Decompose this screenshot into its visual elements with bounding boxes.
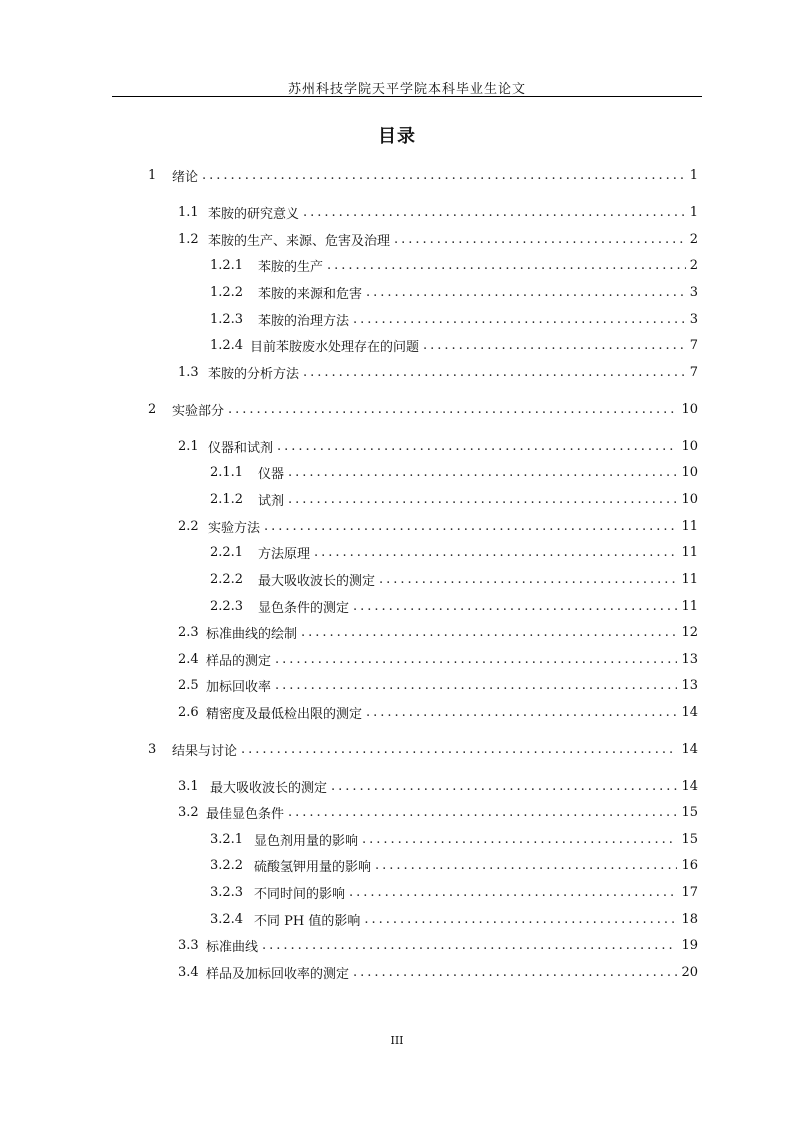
toc-leader-dots [275, 652, 677, 667]
toc-entry-number: 1.2.2 [210, 284, 244, 300]
toc-entry-page: 10 [681, 464, 698, 480]
toc-entry-page: 2 [689, 257, 698, 273]
toc-entry-number: 2.1.2 [210, 491, 244, 507]
toc-leader-dots [353, 599, 677, 614]
toc-entry-text: 最大吸收波长的测定 [258, 573, 376, 589]
toc-entry[interactable] [210, 539, 698, 565]
toc-entry-number: 2.2 [178, 518, 199, 534]
toc-leader-dots [262, 938, 677, 953]
toc-entry-page: 10 [681, 438, 698, 454]
toc-entry-text: 方法原理 [258, 546, 311, 562]
toc-entry-text: 最佳显色条件 [206, 806, 285, 822]
toc-entry-number: 3.2 [178, 804, 199, 820]
toc-entry-page: 10 [681, 491, 698, 507]
toc-entry[interactable] [210, 459, 698, 485]
toc-entry[interactable] [178, 699, 698, 725]
toc-leader-dots [228, 402, 677, 417]
toc-entry-number: 3.2.2 [210, 857, 244, 873]
toc-entry-number: 2.3 [178, 624, 199, 640]
toc-entry[interactable] [178, 799, 698, 825]
toc-entry-text: 苯胺的治理方法 [258, 313, 350, 329]
toc-entry-page: 1 [689, 204, 698, 220]
toc-entry-text: 显色条件的测定 [258, 600, 350, 616]
toc-entry[interactable] [178, 959, 698, 985]
toc-entry-number: 3.4 [178, 964, 199, 980]
toc-entry[interactable] [178, 672, 698, 698]
toc-leader-dots [288, 492, 677, 507]
toc-entry-page: 14 [681, 778, 698, 794]
toc-entry-page: 11 [681, 571, 698, 587]
toc-entry-text: 样品的测定 [206, 653, 272, 669]
toc-entry-page: 2 [689, 231, 698, 247]
toc-entry-page: 3 [689, 311, 698, 327]
toc-leader-dots [349, 885, 677, 900]
toc-entry[interactable] [148, 396, 698, 422]
toc-leader-dots [364, 912, 677, 927]
toc-entry[interactable] [210, 566, 698, 592]
toc-entry-text: 加标回收率 [206, 679, 272, 695]
toc-leader-dots [375, 858, 677, 873]
toc-leader-dots [288, 805, 677, 820]
toc-leader-dots [288, 465, 677, 480]
toc-entry[interactable] [210, 852, 698, 878]
toc-entry-text: 目前苯胺废水处理存在的问题 [250, 339, 420, 355]
toc-entry[interactable] [178, 359, 698, 385]
toc-entry[interactable] [178, 226, 698, 252]
toc-entry-number: 2.2.1 [210, 544, 244, 560]
toc-leader-dots [202, 168, 686, 183]
toc-entry-page: 11 [681, 544, 698, 560]
toc-entry-text: 苯胺的研究意义 [208, 206, 300, 222]
toc-entry-number: 1.2.1 [210, 257, 244, 273]
toc-entry-text: 标准曲线 [206, 939, 259, 955]
toc-entry[interactable] [178, 773, 698, 799]
toc-leader-dots [353, 965, 677, 980]
toc-entry-page: 1 [689, 167, 698, 183]
toc-entry[interactable] [210, 486, 698, 512]
toc-entry-text: 苯胺的分析方法 [208, 366, 300, 382]
toc-entry[interactable] [178, 199, 698, 225]
toc-entry-text: 仪器和试剂 [208, 440, 274, 456]
toc-entry-page: 17 [681, 884, 698, 900]
toc-entry-text: 试剂 [258, 493, 285, 509]
toc-entry-text: 苯胺的来源和危害 [258, 286, 363, 302]
toc-entry-number: 2.6 [178, 704, 199, 720]
toc-entry-number: 1 [148, 167, 157, 183]
toc-entry-page: 14 [681, 704, 698, 720]
toc-entry-text: 结果与讨论 [172, 743, 238, 759]
toc-entry-text: 最大吸收波长的测定 [210, 780, 328, 796]
toc-entry-number: 3.2.1 [210, 831, 244, 847]
toc-entry-page: 20 [681, 964, 698, 980]
toc-entry-number: 2.2.3 [210, 598, 244, 614]
toc-entry-page: 19 [681, 937, 698, 953]
toc-entry-page: 7 [689, 364, 698, 380]
toc-entry-page: 14 [681, 741, 698, 757]
toc-entry-text: 仪器 [258, 466, 285, 482]
toc-entry-text: 不同时间的影响 [254, 886, 346, 902]
toc-leader-dots [327, 258, 686, 273]
toc-leader-dots [303, 365, 686, 380]
toc-leader-dots [366, 285, 686, 300]
toc-entry-page: 11 [681, 518, 698, 534]
toc-entry-text: 样品及加标回收率的测定 [206, 966, 350, 982]
toc-entry-text: 实验部分 [172, 403, 225, 419]
toc-leader-dots [277, 439, 677, 454]
toc-entry[interactable] [148, 162, 698, 188]
toc-leader-dots [241, 742, 677, 757]
toc-leader-dots [264, 519, 677, 534]
toc-entry-number: 3.2.3 [210, 884, 244, 900]
toc-entry-number: 1.2.3 [210, 311, 244, 327]
toc-entry-number: 2.5 [178, 677, 199, 693]
toc-entry-text: 绪论 [172, 169, 199, 185]
toc-entry-page: 11 [681, 598, 698, 614]
toc-entry-page: 16 [681, 857, 698, 873]
toc-entry-text: 苯胺的生产 [258, 259, 324, 275]
toc-entry-number: 1.1 [178, 204, 199, 220]
toc-entry-page: 13 [681, 677, 698, 693]
toc-entry[interactable] [210, 332, 698, 358]
toc-entry-page: 12 [681, 624, 698, 640]
toc-entry-page: 7 [689, 337, 698, 353]
toc-entry-page: 18 [681, 911, 698, 927]
toc-entry-text: 精密度及最低检出限的测定 [206, 706, 363, 722]
header-rule [112, 96, 702, 97]
toc-entry[interactable] [210, 826, 698, 852]
page-header: 苏州科技学院天平学院本科毕业生论文 [287, 82, 526, 97]
toc-entry[interactable] [210, 906, 698, 932]
toc-entry[interactable] [210, 279, 698, 305]
toc-title: 目录 [378, 126, 416, 147]
toc-leader-dots [394, 232, 686, 247]
toc-entry-number: 3.3 [178, 937, 199, 953]
toc-leader-dots [275, 678, 677, 693]
toc-leader-dots [353, 312, 686, 327]
toc-entry-page: 15 [681, 831, 698, 847]
toc-entry-text: 显色剂用量的影响 [254, 833, 359, 849]
toc-entry[interactable] [210, 306, 698, 332]
toc-entry[interactable] [148, 736, 698, 762]
toc-leader-dots [314, 545, 677, 560]
toc-entry[interactable] [178, 646, 698, 672]
toc-entry-number: 3.1 [178, 778, 199, 794]
toc-entry-number: 2.1 [178, 438, 199, 454]
toc-entry-text: 不同 PH 值的影响 [254, 913, 361, 929]
toc-entry[interactable] [210, 593, 698, 619]
page-number: III [390, 1034, 404, 1047]
toc-leader-dots [362, 832, 677, 847]
toc-entry-text: 实验方法 [208, 520, 261, 536]
toc-leader-dots [379, 572, 677, 587]
toc-entry[interactable] [178, 619, 698, 645]
toc-entry-number: 2.1.1 [210, 464, 244, 480]
toc-entry-number: 3.2.4 [210, 911, 244, 927]
toc-entry[interactable] [178, 932, 698, 958]
toc-entry-number: 2.4 [178, 651, 199, 667]
toc-entry-number: 2 [148, 401, 157, 417]
toc-leader-dots [301, 625, 677, 640]
toc-entry[interactable] [178, 513, 698, 539]
toc-entry[interactable] [210, 879, 698, 905]
toc-entry-number: 3 [148, 741, 157, 757]
toc-entry-page: 3 [689, 284, 698, 300]
toc-leader-dots [331, 779, 677, 794]
toc-entry-text: 标准曲线的绘制 [206, 626, 298, 642]
toc-entry-text: 硫酸氢钾用量的影响 [254, 859, 372, 875]
toc-leader-dots [303, 205, 686, 220]
toc-leader-dots [366, 705, 677, 720]
toc-entry[interactable] [210, 252, 698, 278]
toc-entry-page: 15 [681, 804, 698, 820]
toc-leader-dots [423, 338, 686, 353]
toc-entry-page: 13 [681, 651, 698, 667]
toc-entry-number: 2.2.2 [210, 571, 244, 587]
toc-entry[interactable] [178, 433, 698, 459]
toc-entry-number: 1.2.4 [210, 337, 244, 353]
toc-entry-number: 1.3 [178, 364, 199, 380]
toc-entry-page: 10 [681, 401, 698, 417]
toc-entry-text: 苯胺的生产、来源、危害及治理 [208, 233, 391, 249]
toc-entry-number: 1.2 [178, 231, 199, 247]
